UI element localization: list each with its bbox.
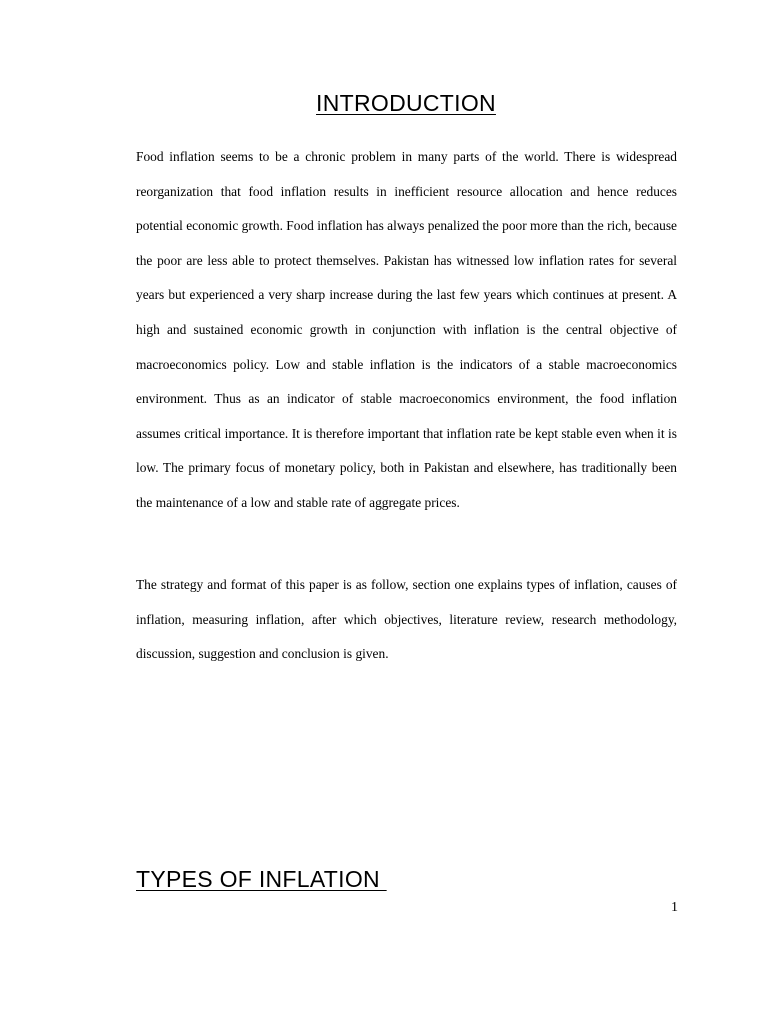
introduction-paragraph-1: Food inflation seems to be a chronic problem in many parts of the world. There is widespread reorganization that food inflation results in inefficient resource allocation and hence reduces potential economic growth. Food inflation has always penalized the poor more than the rich, because the poor are less able to protect themselves. Pakistan has witnessed low inflation rates for several years but experienced a very sharp increase during the last few years which continues at present. A high and sustained economic growth in conjunction with inflation is the central objective of macroeconomics policy. Low and stable inflation is the indicators of a stable macroeconomics environment. Thus as an indicator of stable macroeconomics environment, the food inflation assumes critical importance. It is therefore important that inflation rate be kept stable even when it is low. The primary focus of monetary policy, both in Pakistan and elsewhere, has traditionally been the maintenance of a low and stable rate of aggregate prices. — [136, 149, 677, 510]
introduction-heading: INTRODUCTION — [316, 90, 496, 116]
page-number: 1 — [671, 900, 678, 915]
introduction-paragraph-2: The strategy and format of this paper is as follow, section one explains types of inflation, causes of inflation, measuring inflation, after which objectives, literature review, research methodology, discussion, suggestion and conclusion is given. — [136, 577, 677, 662]
types-of-inflation-heading: TYPES OF INFLATION — [136, 866, 387, 892]
